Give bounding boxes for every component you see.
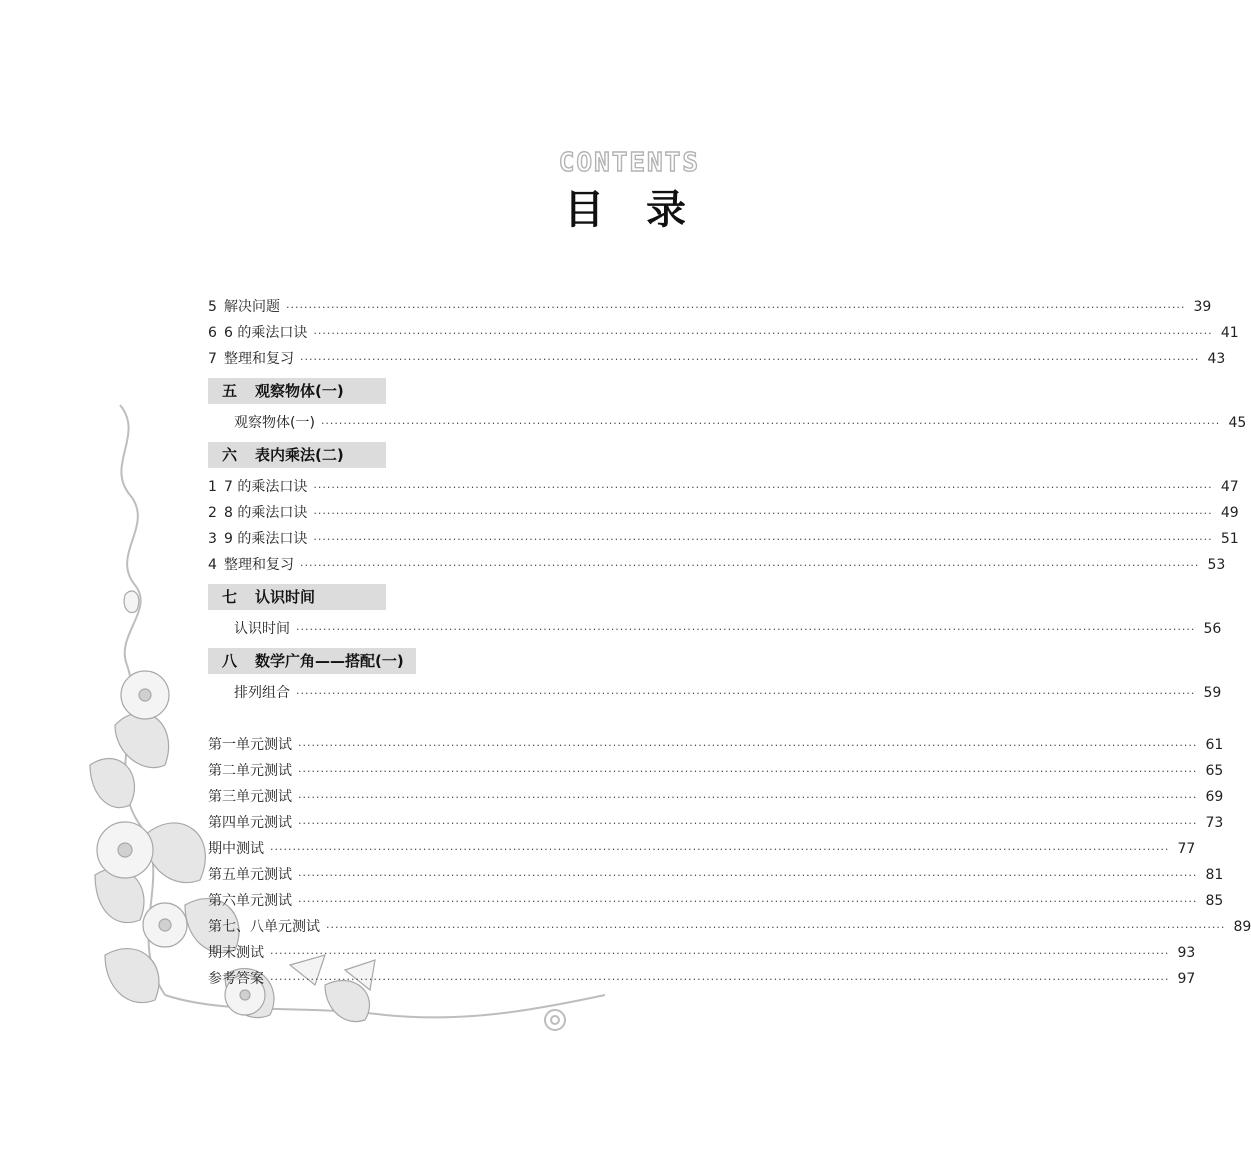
entry-page-number: 51 — [1220, 531, 1239, 547]
toc-entry[interactable] — [208, 320, 1239, 346]
dot-leader: ········································································································································································································ — [313, 533, 1213, 546]
toc-entry[interactable] — [208, 616, 1222, 642]
contents-heading-zh: 目 录 — [564, 187, 700, 233]
entry-number: 2 — [208, 505, 217, 521]
entry-page-number: 56 — [1203, 621, 1222, 637]
dot-leader: ········································································································································································································ — [313, 507, 1213, 520]
contents-heading-en: CONTENTS — [558, 148, 700, 178]
test-entry[interactable] — [208, 862, 1224, 888]
entry-title: 认识时间 — [234, 621, 290, 637]
entry-title: 7 的乘法口诀 — [224, 479, 308, 495]
test-entry[interactable] — [208, 810, 1224, 836]
entry-page-number: 61 — [1205, 737, 1224, 753]
entry-page-number: 59 — [1203, 685, 1222, 701]
dot-leader: ········································································································································································································ — [298, 817, 1198, 830]
chapter-ordinal: 八 — [222, 652, 238, 670]
entry-page-number: 89 — [1233, 919, 1251, 935]
dot-leader: ········································································································································································································ — [298, 791, 1198, 804]
entry-number: 7 — [208, 351, 217, 367]
table-of-contents — [208, 294, 1251, 992]
entry-title: 排列组合 — [234, 685, 290, 701]
entry-page-number: 41 — [1220, 325, 1239, 341]
chapter-title: 观察物体(一) — [255, 382, 344, 400]
chapter-heading[interactable] — [208, 378, 386, 404]
toc-entry[interactable] — [208, 552, 1226, 578]
entry-title: 期末测试 — [208, 945, 264, 961]
chapter-ordinal: 七 — [222, 588, 238, 606]
dot-leader: ········································································································································································································ — [286, 301, 1186, 314]
toc-entry[interactable] — [208, 294, 1212, 320]
entry-title: 期中测试 — [208, 841, 264, 857]
dot-leader: ········································································································································································································ — [313, 481, 1213, 494]
dot-leader: ········································································································································································································ — [298, 765, 1198, 778]
dot-leader: ········································································································································································································ — [300, 353, 1200, 366]
test-entry[interactable] — [208, 914, 1251, 940]
chapter-heading[interactable] — [208, 648, 416, 674]
toc-entry[interactable] — [208, 410, 1247, 436]
dot-leader: ········································································································································································································ — [270, 973, 1170, 986]
test-entry[interactable] — [208, 836, 1196, 862]
toc-entry[interactable] — [208, 526, 1239, 552]
dot-leader: ········································································································································································································ — [270, 843, 1170, 856]
entry-title: 第四单元测试 — [208, 815, 292, 831]
dot-leader: ········································································································································································································ — [313, 327, 1213, 340]
entry-page-number: 77 — [1177, 841, 1196, 857]
entry-page-number: 47 — [1220, 479, 1239, 495]
dot-leader: ········································································································································································································ — [300, 559, 1200, 572]
toc-entry[interactable] — [208, 346, 1226, 372]
entry-page-number: 65 — [1205, 763, 1224, 779]
dot-leader: ········································································································································································································ — [298, 869, 1198, 882]
entry-number: 1 — [208, 479, 217, 495]
dot-leader: ········································································································································································································ — [326, 921, 1226, 934]
entry-title: 观察物体(一) — [234, 415, 315, 431]
entry-title: 第三单元测试 — [208, 789, 292, 805]
entry-number: 4 — [208, 557, 217, 573]
entry-title: 参考答案 — [208, 971, 264, 987]
dot-leader: ········································································································································································································ — [298, 895, 1198, 908]
entry-page-number: 39 — [1193, 299, 1212, 315]
entry-number: 3 — [208, 531, 217, 547]
entry-title: 8 的乘法口诀 — [224, 505, 308, 521]
chapter-title: 数学广角——搭配(一) — [255, 652, 404, 670]
entry-title: 第五单元测试 — [208, 867, 292, 883]
entry-page-number: 73 — [1205, 815, 1224, 831]
entry-title: 整理和复习 — [224, 351, 294, 367]
chapter-heading[interactable] — [208, 442, 386, 468]
toc-entry[interactable] — [208, 474, 1239, 500]
chapter-title: 认识时间 — [255, 588, 316, 606]
entry-page-number: 43 — [1207, 351, 1226, 367]
chapter-title: 表内乘法(二) — [255, 446, 344, 464]
toc-entry[interactable] — [208, 680, 1222, 706]
entry-number: 5 — [208, 299, 217, 315]
chapter-ordinal: 五 — [222, 382, 238, 400]
entry-page-number: 81 — [1205, 867, 1224, 883]
entry-page-number: 45 — [1228, 415, 1247, 431]
entry-page-number: 93 — [1177, 945, 1196, 961]
dot-leader: ········································································································································································································ — [296, 623, 1196, 636]
entry-title: 第七、八单元测试 — [208, 919, 320, 935]
test-entry[interactable] — [208, 940, 1196, 966]
toc-entry[interactable] — [208, 500, 1239, 526]
entry-title: 9 的乘法口诀 — [224, 531, 308, 547]
entry-page-number: 97 — [1177, 971, 1196, 987]
dot-leader: ········································································································································································································ — [320, 417, 1221, 430]
section-gap — [208, 706, 632, 732]
entry-title: 整理和复习 — [224, 557, 294, 573]
entry-title: 第一单元测试 — [208, 737, 292, 753]
dot-leader: ········································································································································································································ — [270, 947, 1170, 960]
test-entry[interactable] — [208, 758, 1224, 784]
entry-page-number: 85 — [1205, 893, 1224, 909]
test-entry[interactable] — [208, 784, 1224, 810]
test-entry[interactable] — [208, 966, 1196, 992]
dot-leader: ········································································································································································································ — [298, 739, 1198, 752]
test-entry[interactable] — [208, 888, 1224, 914]
entry-title: 第六单元测试 — [208, 893, 292, 909]
entry-number: 6 — [208, 325, 217, 341]
entry-title: 第二单元测试 — [208, 763, 292, 779]
chapter-heading[interactable] — [208, 584, 386, 610]
entry-title: 解决问题 — [224, 299, 280, 315]
entry-title: 6 的乘法口诀 — [224, 325, 308, 341]
dot-leader: ········································································································································································································ — [296, 687, 1196, 700]
entry-page-number: 53 — [1207, 557, 1226, 573]
entry-page-number: 49 — [1220, 505, 1239, 521]
chapter-ordinal: 六 — [222, 446, 238, 464]
entry-page-number: 69 — [1205, 789, 1224, 805]
test-entry[interactable] — [208, 732, 1224, 758]
